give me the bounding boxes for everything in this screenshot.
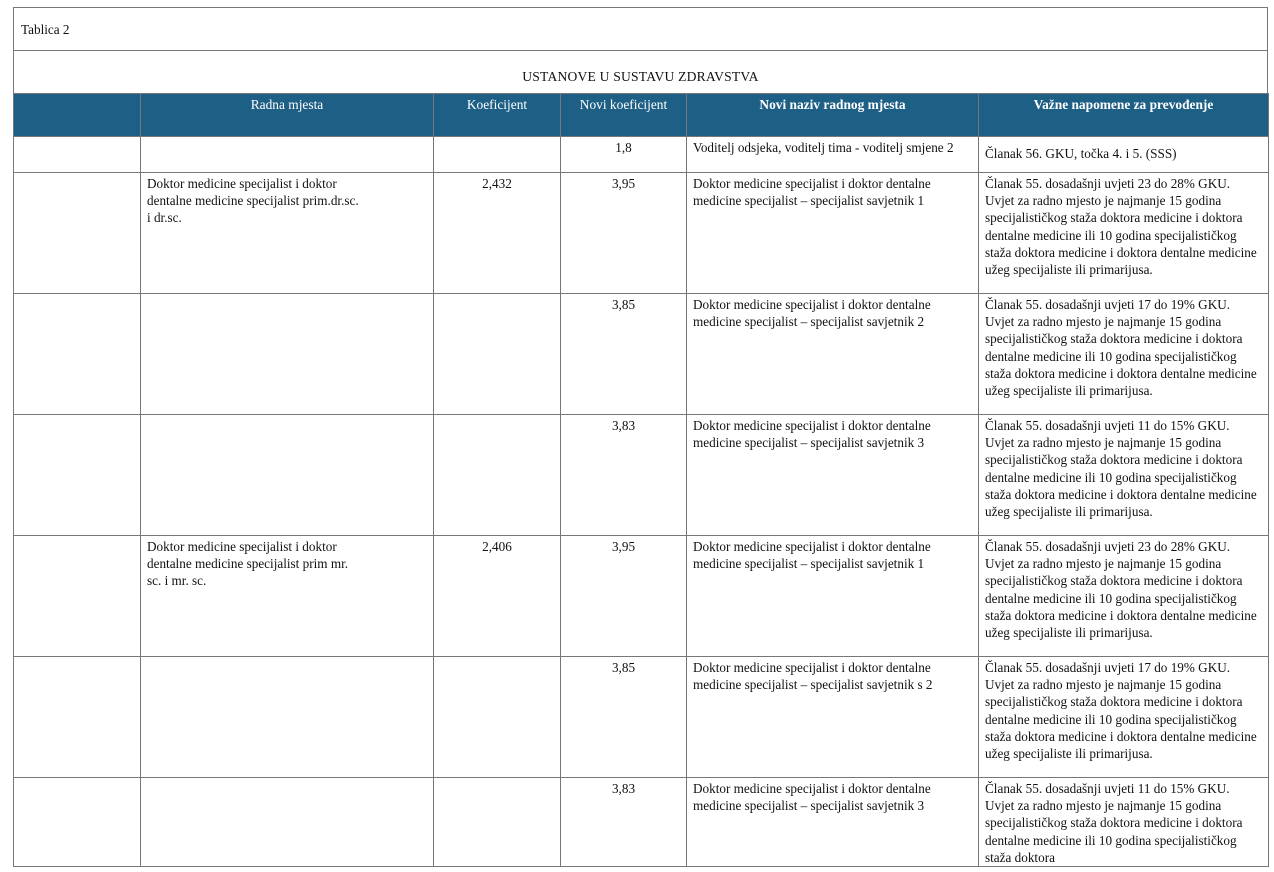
- cell-empty: [14, 137, 141, 173]
- cell-radno-mjesto: [141, 778, 434, 867]
- cell-empty: [14, 294, 141, 415]
- cell-novi-naziv: Doktor medicine specijalist i doktor dentalne medicine specijalist – specijalist savjetnik 2: [687, 294, 979, 415]
- table-caption: Tablica 2: [21, 22, 70, 37]
- cell-napomena: Članak 56. GKU, točka 4. i 5. (SSS): [979, 137, 1269, 173]
- table-heading-box: [13, 50, 1268, 94]
- cell-radno-mjesto: [141, 657, 434, 778]
- cell-koeficijent: [434, 294, 561, 415]
- header-novi-naziv: Novi naziv radnog mjesta: [687, 94, 979, 137]
- header-radna-mjesta: Radna mjesta: [141, 94, 434, 137]
- cell-empty: [14, 536, 141, 657]
- cell-napomena: Članak 55. dosadašnji uvjeti 23 do 28% GKU. Uvjet za radno mjesto je najmanje 15 godina specijalističkog staža doktora medicine i doktora dentalne medicine ili 10 godina specijalističkog staža doktora medicine i doktora dentalne medicine užeg specijaliste ili primarijusa.: [979, 173, 1269, 294]
- header-napomene: Važne napomene za prevođenje: [979, 94, 1269, 137]
- cell-koeficijent: [434, 778, 561, 867]
- cell-novi-naziv: Doktor medicine specijalist i doktor dentalne medicine specijalist – specijalist savjetnik s 2: [687, 657, 979, 778]
- table-row: [14, 137, 1269, 173]
- cell-napomena: Članak 55. dosadašnji uvjeti 23 do 28% GKU. Uvjet za radno mjesto je najmanje 15 godina specijalističkog staža doktora medicine i doktora dentalne medicine ili 10 godina specijalističkog staža doktora medicine i doktora dentalne medicine užeg specijaliste ili primarijusa.: [979, 536, 1269, 657]
- table-row: [14, 536, 1269, 657]
- cell-novi-naziv: Voditelj odsjeka, voditelj tima - voditelj smjene 2: [687, 137, 979, 173]
- cell-koeficijent: 2,406: [434, 536, 561, 657]
- cell-napomena: Članak 55. dosadašnji uvjeti 11 do 15% GKU. Uvjet za radno mjesto je najmanje 15 godina specijalističkog staža doktora medicine i doktora dentalne medicine ili 10 godina specijalističkog staža doktora medicine i doktora dentalne medicine užeg specijaliste ili primarijusa.: [979, 415, 1269, 536]
- cell-novi-koeficijent: 3,83: [561, 778, 687, 867]
- cell-novi-koeficijent: 1,8: [561, 137, 687, 173]
- header-novi-koeficijent: Novi koeficijent: [561, 94, 687, 137]
- cell-radno-mjesto: [141, 415, 434, 536]
- cell-novi-koeficijent: 3,83: [561, 415, 687, 536]
- cell-koeficijent: [434, 657, 561, 778]
- header-koeficijent: Koeficijent: [434, 94, 561, 137]
- cell-radno-mjesto: Doktor medicine specijalist i doktor dentalne medicine specijalist prim mr. sc. i mr. sc.: [141, 536, 434, 657]
- cell-novi-naziv: Doktor medicine specijalist i doktor dentalne medicine specijalist – specijalist savjetnik 1: [687, 536, 979, 657]
- table-row: [14, 294, 1269, 415]
- cell-novi-koeficijent: 3,95: [561, 173, 687, 294]
- cell-radno-mjesto: [141, 137, 434, 173]
- table-caption-box: [13, 7, 1268, 51]
- cell-novi-koeficijent: 3,85: [561, 294, 687, 415]
- header-empty: [14, 94, 141, 137]
- cell-radno-mjesto: [141, 294, 434, 415]
- table-row: [14, 173, 1269, 294]
- cell-empty: [14, 415, 141, 536]
- table-row: [14, 657, 1269, 778]
- cell-novi-naziv: Doktor medicine specijalist i doktor dentalne medicine specijalist – specijalist savjetnik 1: [687, 173, 979, 294]
- cell-empty: [14, 657, 141, 778]
- header-row: [14, 94, 1269, 137]
- cell-novi-naziv: Doktor medicine specijalist i doktor dentalne medicine specijalist – specijalist savjetnik 3: [687, 778, 979, 867]
- cell-koeficijent: [434, 415, 561, 536]
- cell-napomena: Članak 55. dosadašnji uvjeti 11 do 15% GKU. Uvjet za radno mjesto je najmanje 15 godina specijalističkog staža doktora medicine i doktora dentalne medicine ili 10 godina specijalističkog staža doktora: [979, 778, 1269, 867]
- cell-novi-koeficijent: 3,95: [561, 536, 687, 657]
- cell-napomena: Članak 55. dosadašnji uvjeti 17 do 19% GKU. Uvjet za radno mjesto je najmanje 15 godina specijalističkog staža doktora medicine i doktora dentalne medicine ili 10 godina specijalističkog staža doktora medicine i doktora dentalne medicine užeg specijaliste ili primarijusa.: [979, 657, 1269, 778]
- table-heading: USTANOVE U SUSTAVU ZDRAVSTVA: [522, 69, 759, 84]
- cell-empty: [14, 173, 141, 294]
- cell-napomena: Članak 55. dosadašnji uvjeti 17 do 19% GKU. Uvjet za radno mjesto je najmanje 15 godina specijalističkog staža doktora medicine i doktora dentalne medicine ili 10 godina specijalističkog staža doktora medicine i doktora dentalne medicine užeg specijaliste ili primarijusa.: [979, 294, 1269, 415]
- cell-novi-koeficijent: 3,85: [561, 657, 687, 778]
- cell-radno-mjesto: Doktor medicine specijalist i doktor dentalne medicine specijalist prim.dr.sc. i dr.sc.: [141, 173, 434, 294]
- salary-table: [13, 93, 1269, 867]
- cell-empty: [14, 778, 141, 867]
- cell-koeficijent: 2,432: [434, 173, 561, 294]
- cell-novi-naziv: Doktor medicine specijalist i doktor dentalne medicine specijalist – specijalist savjetnik 3: [687, 415, 979, 536]
- cell-koeficijent: [434, 137, 561, 173]
- table-row: [14, 415, 1269, 536]
- table-row: [14, 778, 1269, 867]
